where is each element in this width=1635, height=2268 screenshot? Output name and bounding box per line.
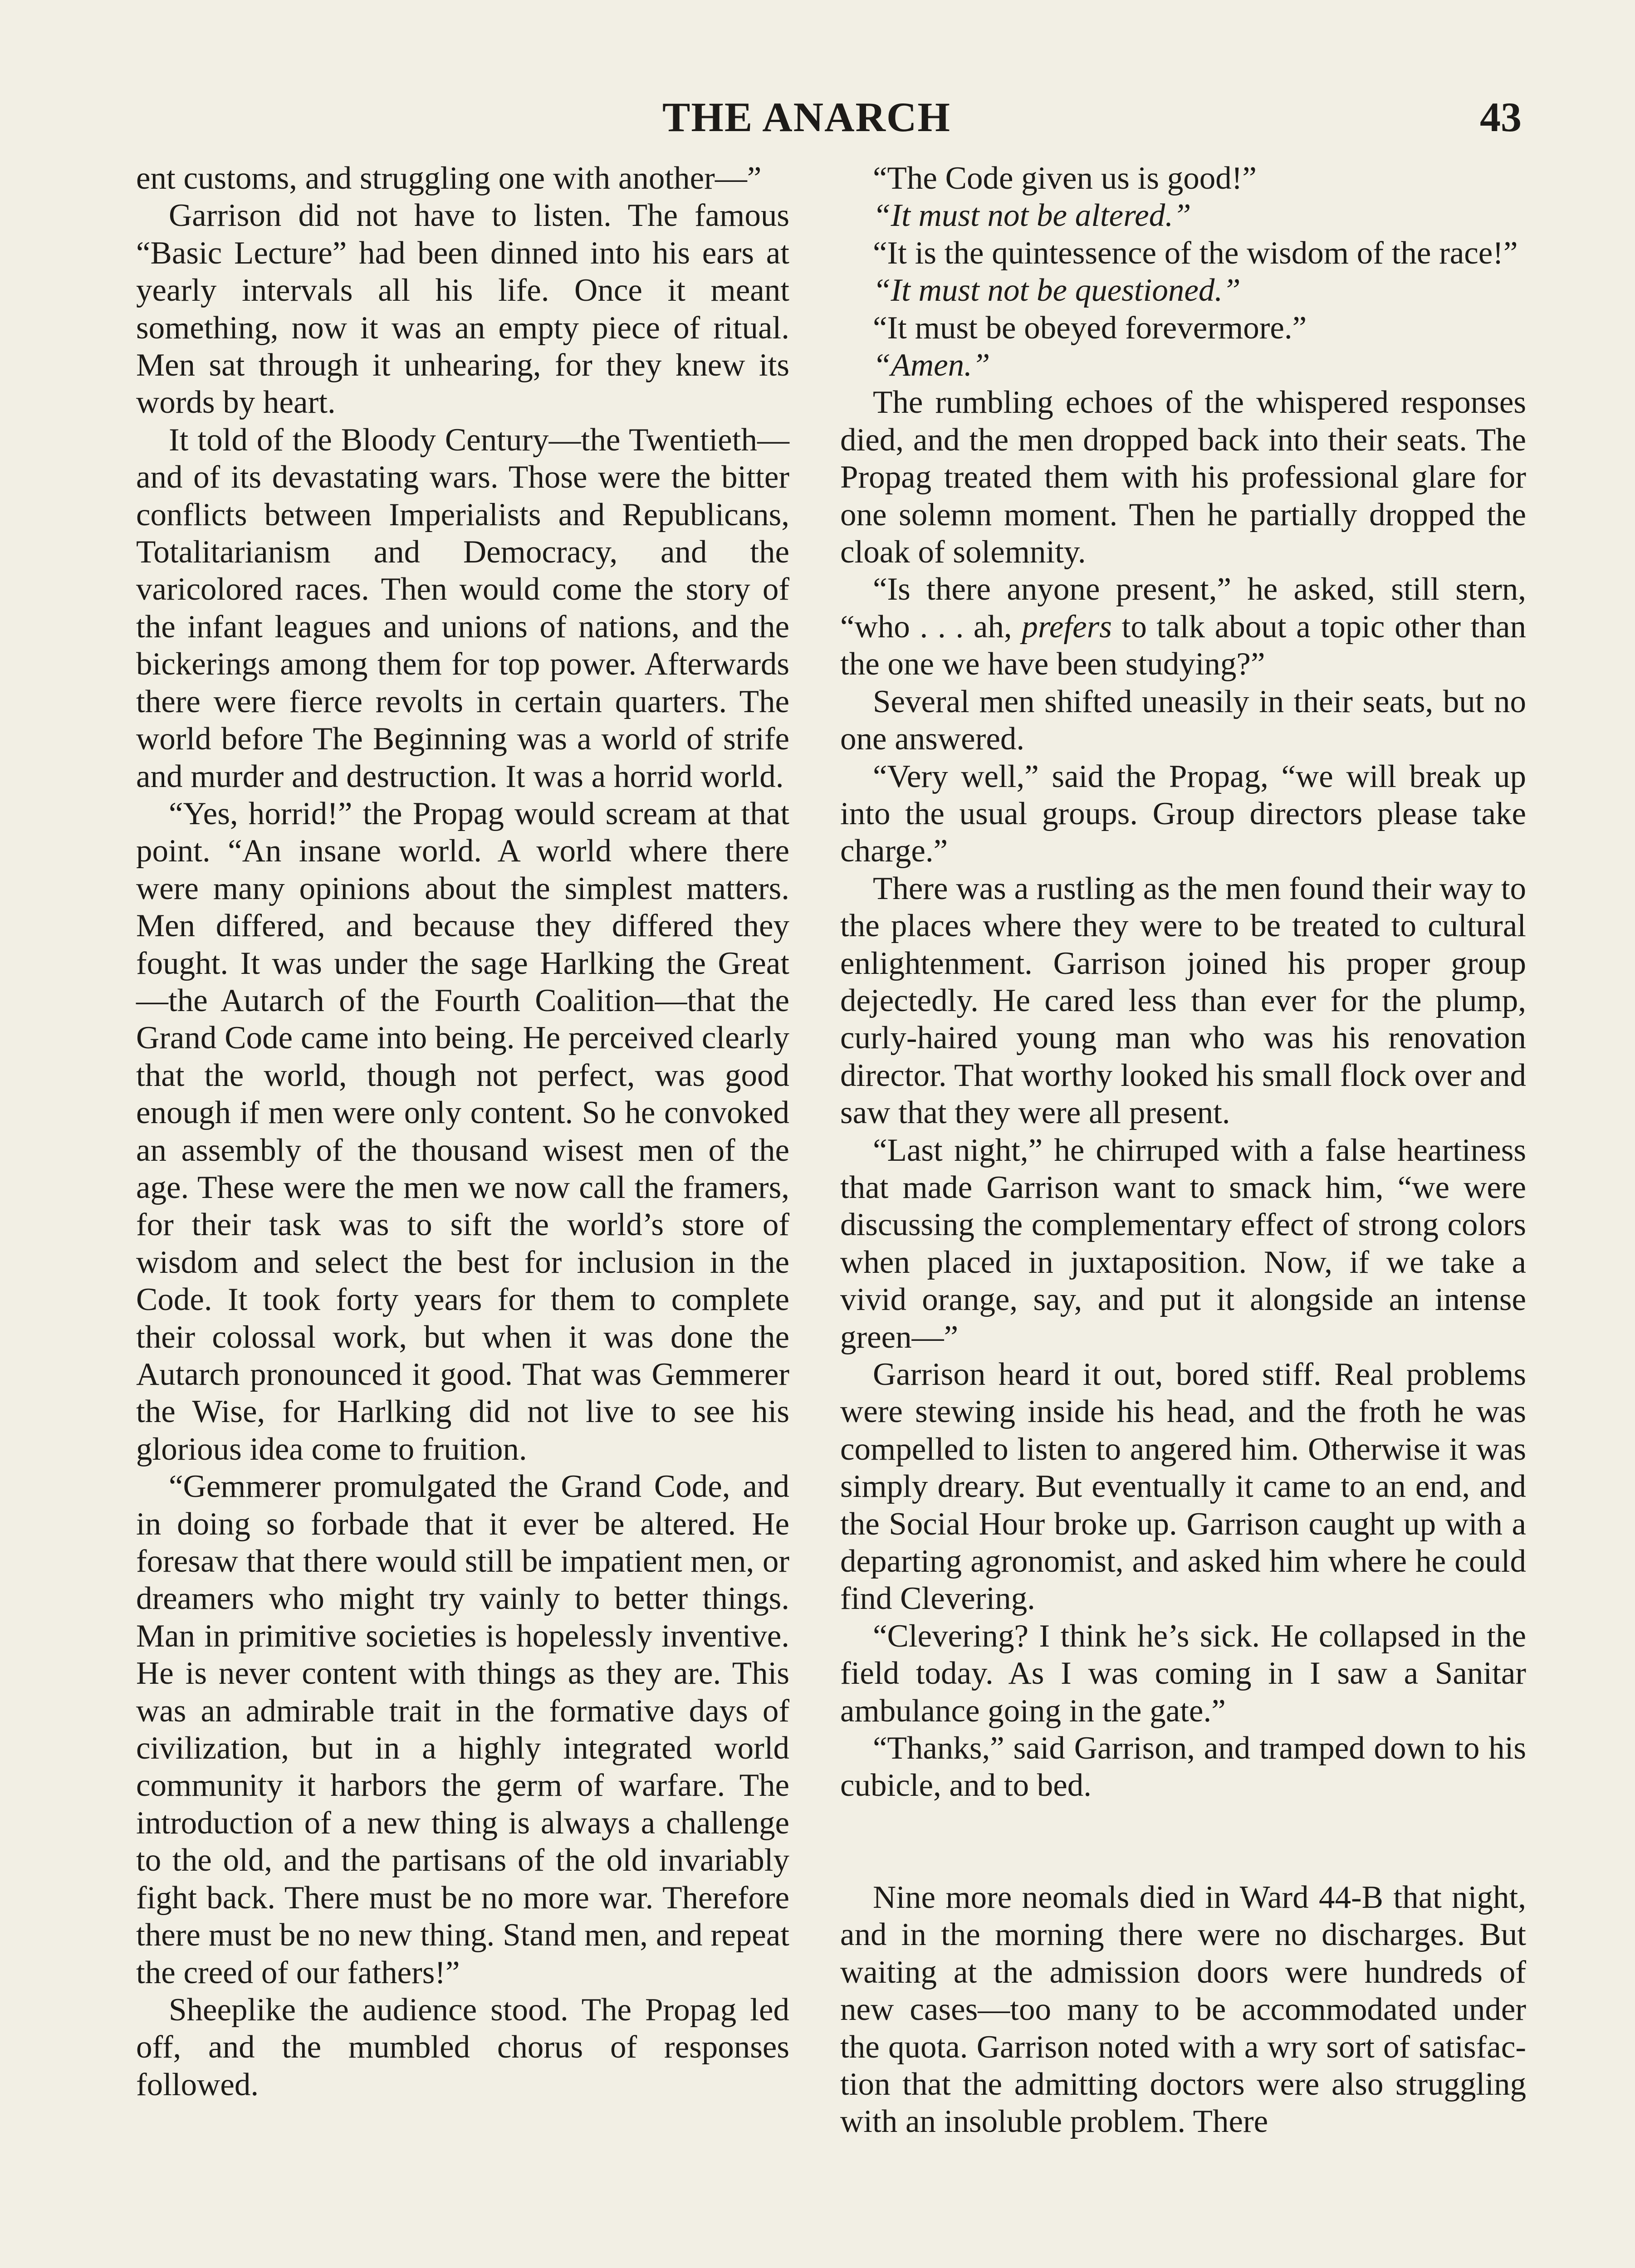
paragraph: “The Code given us is good!”: [873, 161, 1257, 196]
paragraph: There was a rustling as the men found their way to the places where they were to be treated to cultural enlightenment. Garrison joined his proper group dejectedly. He cared less than ever for the plump, curly-haired young man who was his renovation director. That worthy looked his small flock over and saw that they were all present.: [840, 870, 1526, 1131]
paragraph: “Clevering? I think he’s sick. He collapsed in the field today. As I was coming in I saw a Sanitar ambulance going in the gate.”: [840, 1618, 1526, 1729]
running-header: THE ANARCH: [662, 94, 951, 140]
paragraph: “Amen.”: [873, 347, 990, 383]
paragraph: It told of the Bloody Century—the Twentieth—and of its devastating wars. Those were the bitter conflicts between Imperialists and Republicans, Totalitarianism and Democracy, and the varicolored races. Then would come the story of the infant leagues and unions of nations, and the bickerings among them for top power. Afterwards there were fierce revolts in certain quarters. The world before The Beginning was a world of strife and murder and destruction. It was a horrid world.: [136, 422, 789, 794]
paragraph: Sheeplike the audience stood. The Propag led off, and the mumbled chorus of responses followed.: [136, 1992, 789, 2102]
paragraph: “Is there anyone present,” he asked, still stern, “who . . . ah, prefers to talk about a topic other than the one we have been studying?”: [840, 572, 1526, 682]
paragraph: “It is the quintessence of the wisdom of the race!”: [873, 235, 1518, 271]
paragraph: “It must not be questioned.”: [873, 273, 1241, 308]
paragraph: “It must be obeyed forevermore.”: [873, 310, 1307, 346]
paragraph: “Very well,” said the Propag, “we will break up into the usual groups. Group directors please take charge.”: [840, 758, 1526, 869]
paragraph: “Thanks,” said Garrison, and tramped down to his cubicle, and to bed.: [840, 1730, 1526, 1804]
paragraph: Nine more neomals died in Ward 44-B that night, and in the morning there were no discharges. But waiting at the admission doors were hundreds of new cases—too many to be accommodated under the quota. Garrison noted with a wry sort of satisfaction that the admitting doctors were also struggling with an insoluble problem. There: [840, 1879, 1526, 2140]
paragraph: Garrison heard it out, bored stiff. Real problems were stewing inside his head, and the froth he was compelled to listen to angered him. Otherwise it was simply dreary. But eventually it came to an end, and the Social Hour broke up. Garrison caught up with a departing agronomist, and asked him where he could find Clevering.: [840, 1357, 1526, 1617]
paragraph: Several men shifted uneasily in their seats, but no one answered.: [840, 684, 1526, 757]
right-text-column: [840, 160, 1526, 2141]
paragraph: “Last night,” he chirruped with a false heartiness that made Garrison want to smack him, “we were discussing the complementary effect of strong colors when placed in juxtaposition. Now, if we take a vivid orange, say, and put it alongside an intense green—”: [840, 1132, 1526, 1355]
paragraph: The rumbling echoes of the whispered responses died, and the men dropped back into their seats. The Propag treated them with his professional glare for one solemn moment. Then he partially dropped the cloak of solemnity.: [840, 385, 1526, 570]
page-number: 43: [1480, 94, 1522, 140]
paragraph: “Gemmerer promulgated the Grand Code, and in doing so forbade that it ever be altered. He foresaw that there would still be impatient men, or dreamers who might try vainly to better things. Man in primitive societies is hopelessly inventive. He is never content with things as they are. This was an admirable trait in the formative days of civilization, but in a highly integrated world community it harbors the germ of warfare. The introduction of a new thing is always a challenge to the old, and the partisans of the old invariably fight back. There must be no more war. Therefore there must be no new thing. Stand men, and repeat the creed of our fathers!”: [136, 1469, 789, 1990]
paragraph: “Yes, horrid!” the Propag would scream at that point. “An insane world. A world where there were many opinions about the simplest matters. Men differed, and because they differed they fought. It was under the sage Harlking the Great—the Autarch of the Fourth Coalition—that the Grand Code came into being. He perceived clearly that the world, though not perfect, was good enough if men were only content. So he convoked an assembly of the thousand wisest men of the age. These were the men we now call the framers, for their task was to sift the world’s store of wisdom and select the best for inclusion in the Code. It took forty years for them to complete their colossal work, but when it was done the Autarch pronounced it good. That was Gemmerer the Wise, for Harlking did not live to see his glorious idea come to fruition.: [136, 796, 789, 1467]
left-text-column: [136, 160, 789, 2103]
paragraph: Garrison did not have to listen. The famous “Basic Lecture” had been dinned into his ears at yearly intervals all his life. Once it meant something, now it was an empty piece of ritual. Men sat through it unhearing, for they knew its words by heart.: [136, 198, 789, 420]
paragraph: “It must not be altered.”: [873, 198, 1191, 234]
paragraph: ent customs, and struggling one with another—”: [136, 161, 762, 196]
